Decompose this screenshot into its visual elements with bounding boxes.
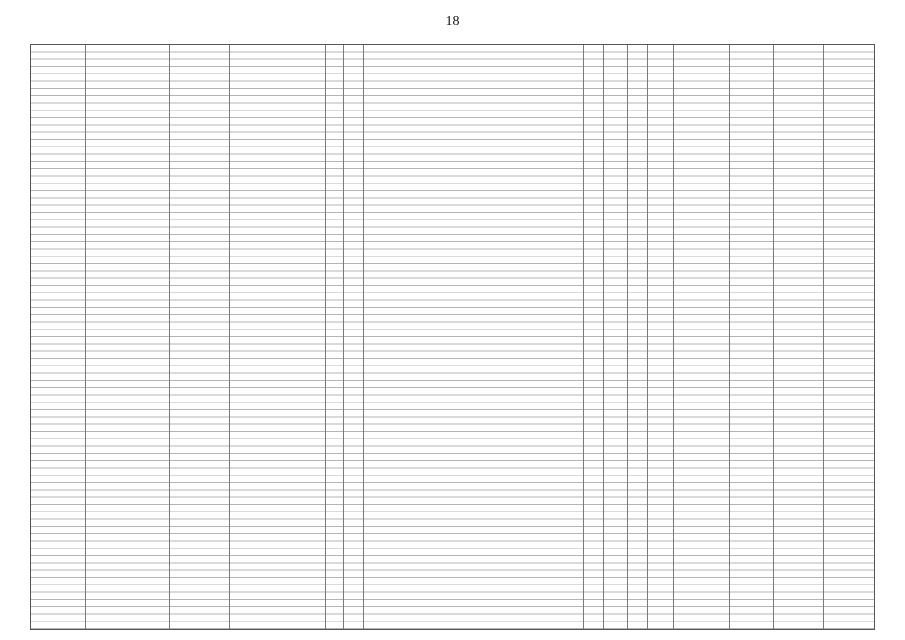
column-divider xyxy=(583,45,584,629)
column-divider xyxy=(773,45,774,629)
column-divider xyxy=(229,45,230,629)
page-number: 18 xyxy=(445,14,460,29)
column-divider xyxy=(85,45,86,629)
column-divider xyxy=(823,45,824,629)
column-divider xyxy=(673,45,674,629)
data-table xyxy=(30,44,875,630)
column-divider xyxy=(729,45,730,629)
column-divider xyxy=(169,45,170,629)
column-divider xyxy=(603,45,604,629)
column-divider xyxy=(627,45,628,629)
column-divider xyxy=(325,45,326,629)
column-divider xyxy=(363,45,364,629)
column-divider xyxy=(647,45,648,629)
column-divider xyxy=(343,45,344,629)
